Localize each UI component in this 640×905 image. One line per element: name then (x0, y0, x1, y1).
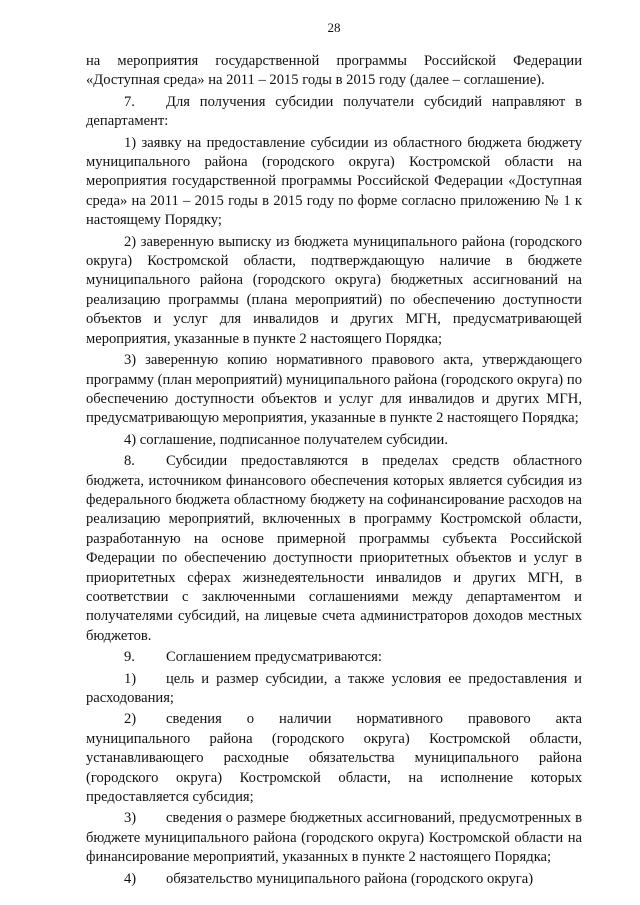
paragraph-item-8 (86, 452, 582, 646)
paragraph-subitem-7-1: 1) заявку на предоставление субсидии из областного бюджета бюджету муниципального района (городского округа) Костромской области на мероприятия государственной программы Российской Федерации «Доступная среда» на 2011 – 2015 годы в 2015 году по форме согласно приложению № 1 к настоящему Порядку; (86, 134, 582, 229)
paragraph-item-9 (86, 648, 582, 667)
paragraph-subitem-7-3: 3) заверенную копию нормативного правового акта, утверждающего программу (план мероприятий) муниципального района (городского округа) по обеспечению доступности объектов и услуг для инвалидов и других МГН, предусматривающую мероприятия, указанные в пункте 2 настоящего Порядка; (86, 352, 582, 427)
paragraph-subitem-9-3 (86, 809, 582, 867)
item-text: сведения о наличии нормативного правового акта муниципального района (городского округа) Костромской области, устанавливающего расходные обязательства муниципального района (городского округа) Костромской области, на исполнение которых предоставляется субсидия; (86, 711, 582, 806)
item-text: цель и размер субсидии, а также условия ее предоставления и расходования; (86, 670, 582, 706)
paragraph-subitem-9-4 (86, 870, 582, 889)
item-number: 1) (124, 670, 137, 687)
item-text: сведения о размере бюджетных ассигнований, предусмотренных в бюджете муниципального района (городского округа) Костромской области на финансирование мероприятий, указанных в пункте 2 настоящего Порядка; (86, 810, 582, 866)
item-number: 4) (124, 870, 137, 887)
item-number: 7. (124, 93, 135, 110)
paragraph-subitem-9-1 (86, 670, 582, 709)
item-text: обязательство муниципального района (городского округа) (166, 870, 534, 887)
paragraph-subitem-9-2 (86, 710, 582, 807)
paragraph-item-7 (86, 93, 582, 132)
item-number: 8. (124, 453, 135, 470)
item-text: Для получения субсидии получатели субсидий направляют в департамент: (86, 93, 582, 130)
item-number: 3) (124, 810, 137, 827)
paragraph-subitem-7-4: 4) соглашение, подписанное получателем субсидии. (124, 431, 449, 448)
page-number: 28 (327, 20, 341, 35)
item-number: 9. (124, 649, 135, 666)
paragraph-intro: на мероприятия государственной программы Российской Федерации «Доступная среда» на 2011 – 2015 годы в 2015 году (далее – соглашение). (86, 53, 582, 89)
item-text: Соглашением предусматриваются: (166, 649, 382, 666)
item-number: 2) (124, 711, 137, 728)
item-text: Субсидии предоставляются в пределах средств областного бюджета, источником финансового обеспечения которых является субсидия из федерального бюджета областному бюджету на софинансирование расходов на реализацию мероприятий, включенных в программу Костромской области, разработанную на основе примерной программы субъекта Российской Федерации по обеспечению доступности приоритетных объектов и услуг в приоритетных сферах жизнедеятельности инвалидов и других МГН, в соответствии с заключенными соглашениями между департаментом и получателями субсидий, на лицевые счета администраторов доходов местных бюджетов. (86, 453, 582, 644)
paragraph-subitem-7-2: 2) заверенную выписку из бюджета муниципального района (городского округа) Костромской области, подтверждающую наличие в бюджете муниципального района (городского округа) бюджетных ассигнований на реализацию программы (плана мероприятий) по обеспечению доступности объектов и услуг для инвалидов и других МГН, предусматривающей мероприятия, указанные в пункте 2 настоящего Порядка; (86, 233, 582, 347)
